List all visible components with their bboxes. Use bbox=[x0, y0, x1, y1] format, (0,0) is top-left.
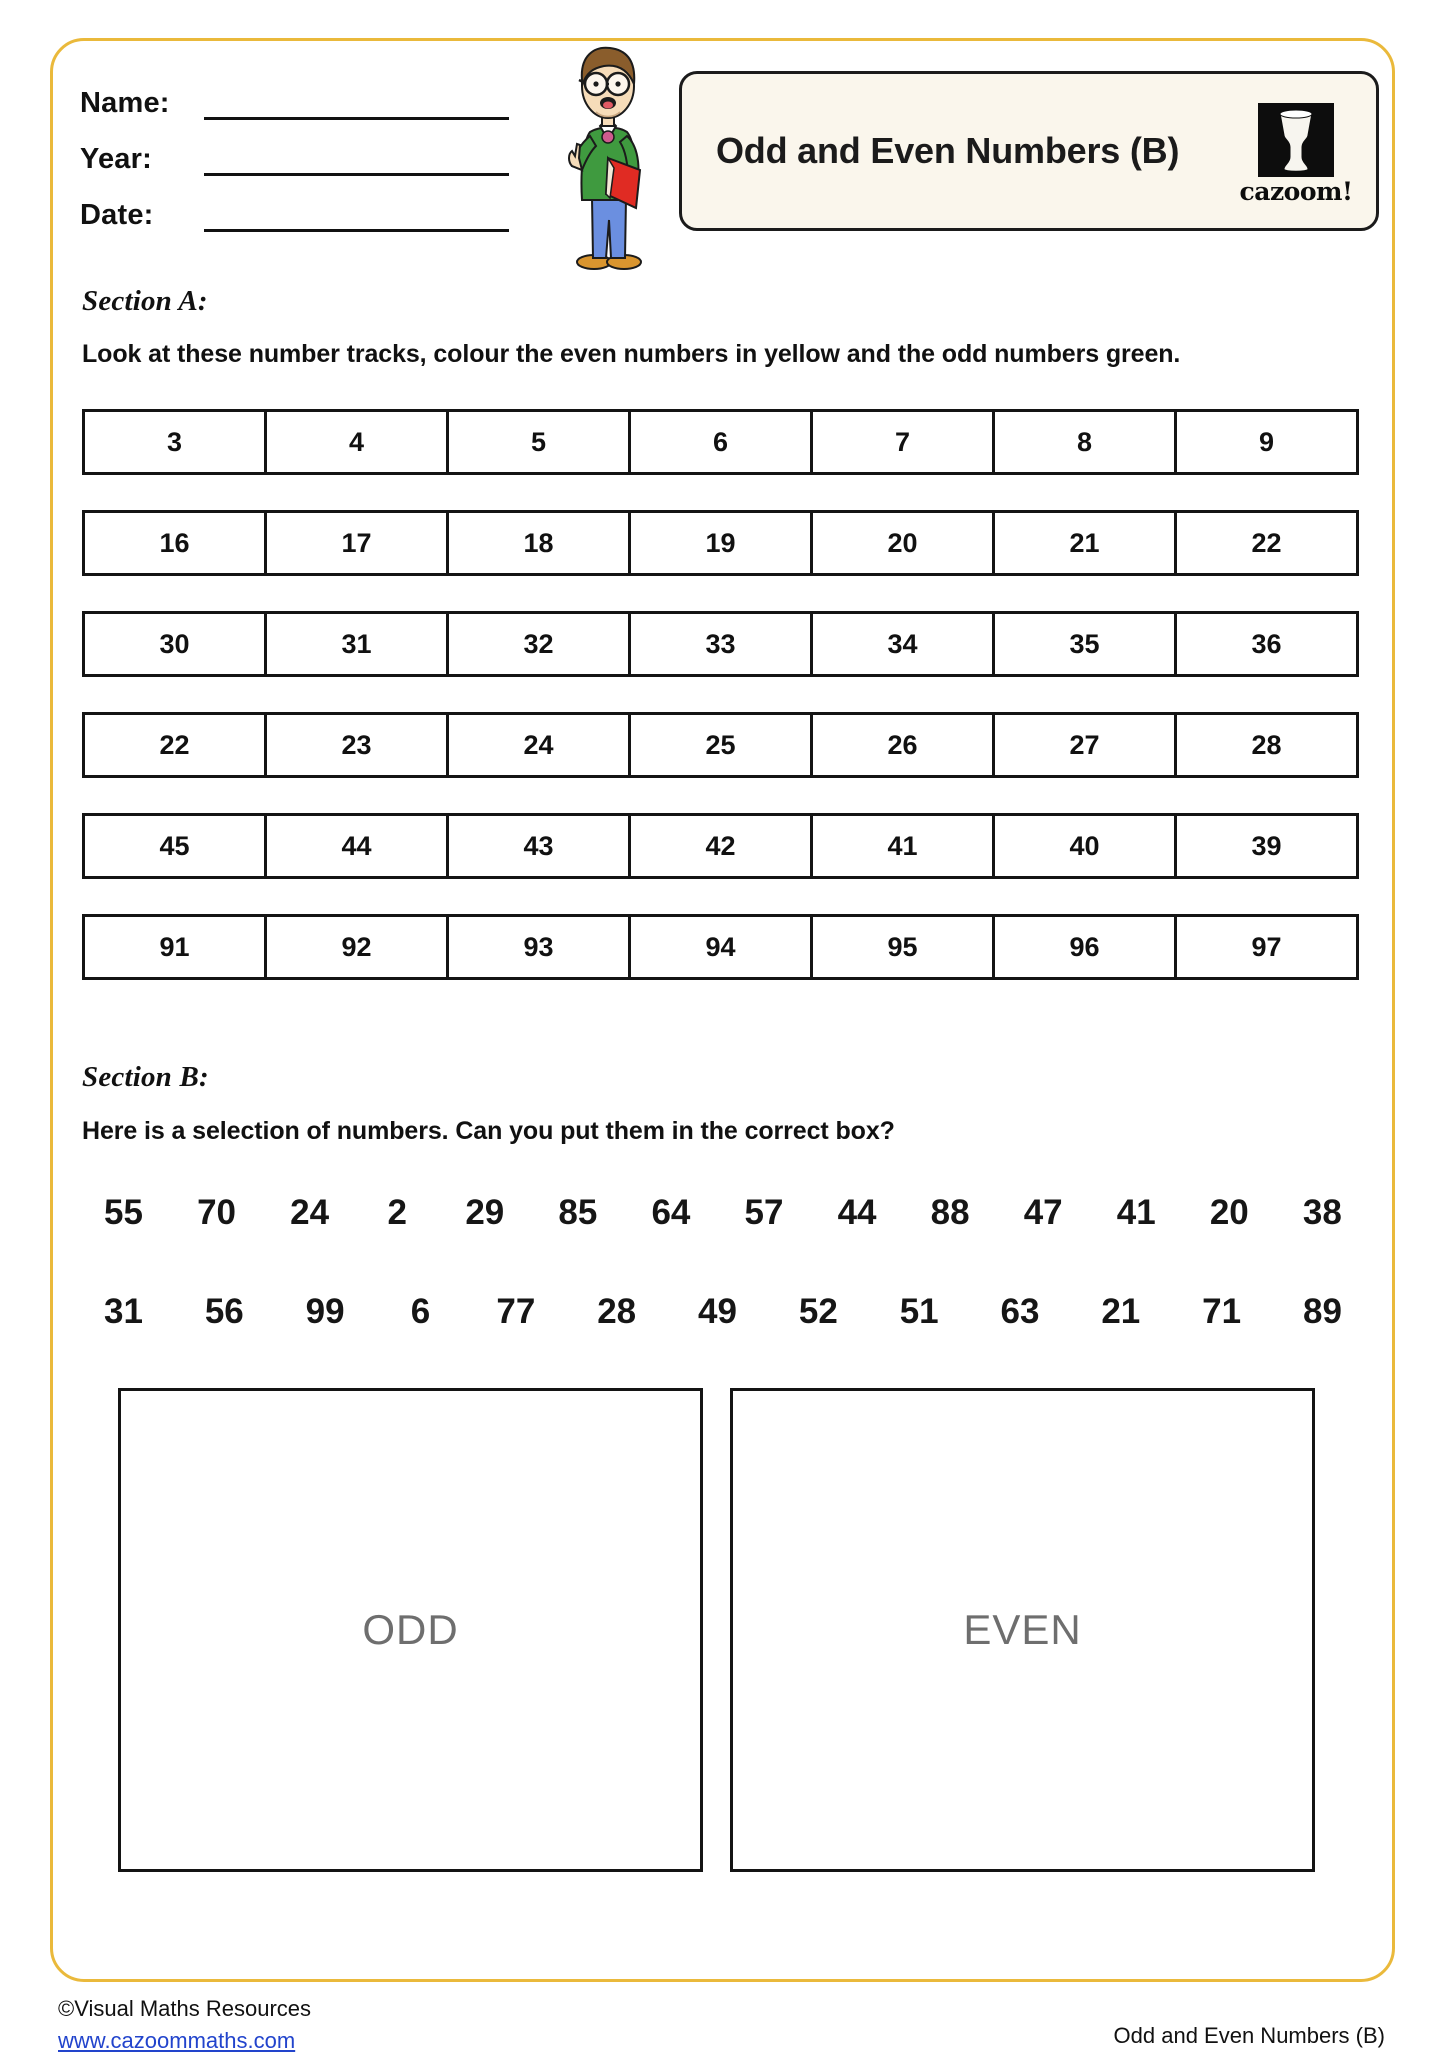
number-track-cell[interactable]: 16 bbox=[85, 513, 267, 573]
pool-number[interactable]: 88 bbox=[930, 1193, 970, 1232]
footer-worksheet-name: Odd and Even Numbers (B) bbox=[1113, 2023, 1385, 2048]
number-track-cell[interactable]: 18 bbox=[449, 513, 631, 573]
number-track-cell[interactable]: 17 bbox=[267, 513, 449, 573]
number-track-cell[interactable]: 31 bbox=[267, 614, 449, 674]
website-link[interactable]: www.cazoommaths.com bbox=[58, 2027, 296, 2053]
number-track-cell[interactable]: 33 bbox=[631, 614, 813, 674]
number-track-cell[interactable]: 23 bbox=[267, 715, 449, 775]
pool-number[interactable]: 2 bbox=[387, 1193, 407, 1232]
copyright-text: ©Visual Maths Resources bbox=[58, 1996, 312, 2021]
pool-number[interactable]: 89 bbox=[1303, 1292, 1342, 1331]
pool-number[interactable]: 31 bbox=[104, 1292, 143, 1331]
number-track-cell[interactable]: 21 bbox=[995, 513, 1177, 573]
number-track-cell[interactable]: 19 bbox=[631, 513, 813, 573]
worksheet-header bbox=[50, 48, 1395, 268]
pool-number[interactable]: 44 bbox=[837, 1193, 877, 1232]
sort-box-even-label: EVEN bbox=[963, 1606, 1082, 1653]
number-track-cell[interactable]: 43 bbox=[449, 816, 631, 876]
number-track-cell[interactable]: 32 bbox=[449, 614, 631, 674]
teacher-mascot-icon bbox=[548, 40, 668, 272]
number-track-cell[interactable]: 92 bbox=[267, 917, 449, 977]
number-track-cell[interactable]: 20 bbox=[813, 513, 995, 573]
number-track-cell[interactable]: 8 bbox=[995, 412, 1177, 472]
number-pool-row bbox=[104, 1193, 1342, 1233]
name-field-input-line[interactable] bbox=[204, 91, 509, 120]
pool-number[interactable]: 49 bbox=[698, 1292, 737, 1331]
number-track-cell[interactable]: 93 bbox=[449, 917, 631, 977]
pool-number[interactable]: 55 bbox=[104, 1193, 143, 1232]
worksheet-footer bbox=[0, 1993, 1443, 2053]
number-track-cell[interactable]: 40 bbox=[995, 816, 1177, 876]
number-track-row bbox=[82, 611, 1359, 677]
date-field-label: Date: bbox=[80, 199, 154, 231]
date-field-input-line[interactable] bbox=[204, 203, 509, 232]
section-a-heading: Section A: bbox=[82, 285, 208, 317]
pool-number[interactable]: 70 bbox=[197, 1193, 236, 1232]
pool-number[interactable]: 20 bbox=[1209, 1193, 1249, 1232]
pool-number[interactable]: 63 bbox=[1000, 1292, 1040, 1331]
year-field-row bbox=[80, 130, 509, 176]
section-b-instruction: Here is a selection of numbers. Can you put them in the correct box? bbox=[82, 1117, 895, 1145]
number-track-cell[interactable]: 41 bbox=[813, 816, 995, 876]
number-track-cell[interactable]: 91 bbox=[85, 917, 267, 977]
footer-left-block bbox=[58, 1993, 311, 2057]
pool-number[interactable]: 24 bbox=[290, 1193, 330, 1232]
number-track-cell[interactable]: 22 bbox=[85, 715, 267, 775]
number-track-cell[interactable]: 26 bbox=[813, 715, 995, 775]
number-track-cell[interactable]: 97 bbox=[1251, 931, 1282, 962]
pool-number[interactable]: 77 bbox=[496, 1292, 536, 1331]
number-track-cell[interactable]: 96 bbox=[995, 917, 1177, 977]
pool-number[interactable]: 29 bbox=[465, 1193, 505, 1232]
pool-number[interactable]: 38 bbox=[1302, 1193, 1342, 1232]
year-field-label: Year: bbox=[80, 143, 152, 175]
page-title: Odd and Even Numbers (B) bbox=[716, 130, 1180, 172]
sort-box-even[interactable] bbox=[730, 1388, 1315, 1872]
number-track-cell[interactable]: 27 bbox=[995, 715, 1177, 775]
number-track-cell[interactable]: 34 bbox=[813, 614, 995, 674]
number-track-row bbox=[82, 813, 1359, 879]
section-b-heading: Section B: bbox=[82, 1061, 209, 1093]
number-track-cell[interactable]: 42 bbox=[631, 816, 813, 876]
number-track-cell[interactable]: 9 bbox=[1258, 426, 1275, 457]
pool-number[interactable]: 85 bbox=[558, 1193, 598, 1232]
pool-number[interactable]: 57 bbox=[744, 1193, 784, 1232]
worksheet-title-box bbox=[679, 71, 1379, 231]
pool-number[interactable]: 71 bbox=[1202, 1292, 1242, 1331]
sort-box-odd-label: ODD bbox=[362, 1606, 459, 1653]
number-track-cell[interactable]: 28 bbox=[1251, 729, 1282, 760]
number-track-row bbox=[82, 712, 1359, 778]
number-track-cell[interactable]: 39 bbox=[1251, 830, 1282, 861]
number-track-cell[interactable]: 6 bbox=[631, 412, 813, 472]
number-track-cell[interactable]: 24 bbox=[449, 715, 631, 775]
number-track-cell[interactable]: 30 bbox=[85, 614, 267, 674]
number-track-row bbox=[82, 409, 1359, 475]
cazoom-logo bbox=[1238, 94, 1354, 212]
pool-number[interactable]: 99 bbox=[305, 1292, 345, 1331]
year-field-input-line[interactable] bbox=[204, 147, 509, 176]
number-track-cell[interactable]: 3 bbox=[85, 412, 267, 472]
number-track-cell[interactable]: 7 bbox=[813, 412, 995, 472]
number-track-cell[interactable]: 45 bbox=[85, 816, 267, 876]
section-a-instruction: Look at these number tracks, colour the even numbers in yellow and the odd numbers green. bbox=[82, 340, 1181, 368]
date-field-row bbox=[80, 186, 509, 232]
number-track-cell[interactable]: 95 bbox=[813, 917, 995, 977]
cazoom-logo-wordmark: cazoom! bbox=[1239, 176, 1353, 206]
cazoom-drum-icon bbox=[1258, 103, 1334, 177]
number-track-cell[interactable]: 35 bbox=[995, 614, 1177, 674]
pool-number[interactable]: 56 bbox=[204, 1292, 244, 1331]
number-track-row bbox=[82, 914, 1359, 980]
number-tracks bbox=[82, 409, 1359, 1015]
pool-number[interactable]: 28 bbox=[597, 1292, 637, 1331]
name-field-label: Name: bbox=[80, 87, 170, 119]
sort-box-odd[interactable] bbox=[118, 1388, 703, 1872]
number-track-cell[interactable]: 25 bbox=[631, 715, 813, 775]
number-track-cell[interactable]: 36 bbox=[1251, 628, 1282, 659]
pool-number[interactable]: 47 bbox=[1023, 1193, 1063, 1232]
number-track-cell[interactable]: 5 bbox=[449, 412, 631, 472]
pool-number[interactable]: 64 bbox=[651, 1193, 691, 1232]
number-track-row bbox=[82, 510, 1359, 576]
number-track-cell[interactable]: 44 bbox=[267, 816, 449, 876]
pool-number[interactable]: 21 bbox=[1101, 1292, 1141, 1331]
number-pool-row bbox=[104, 1292, 1342, 1332]
pool-number[interactable]: 52 bbox=[798, 1292, 838, 1331]
number-track-cell[interactable]: 22 bbox=[1251, 527, 1282, 558]
number-track-cell[interactable]: 94 bbox=[631, 917, 813, 977]
pool-number[interactable]: 41 bbox=[1116, 1193, 1156, 1232]
pool-number[interactable]: 51 bbox=[899, 1292, 939, 1331]
name-field-row bbox=[80, 74, 509, 120]
pool-number[interactable]: 6 bbox=[410, 1292, 431, 1331]
number-track-cell[interactable]: 4 bbox=[267, 412, 449, 472]
